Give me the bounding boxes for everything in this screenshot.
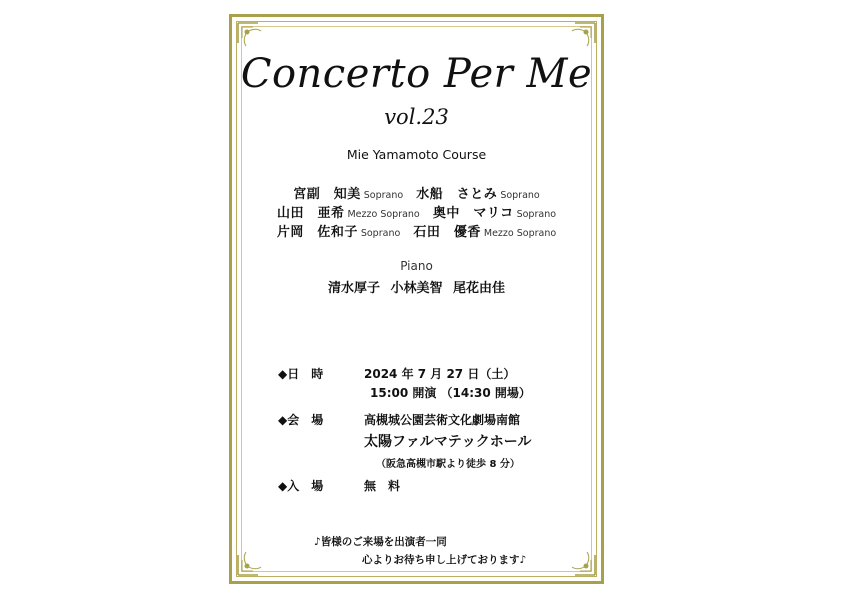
pianist-name: 尾花由佳 — [453, 281, 506, 296]
closing-message — [314, 533, 526, 569]
pianist-name: 小林美智 — [390, 281, 443, 296]
corner-ornament-icon — [567, 547, 597, 577]
singer-part: Soprano — [363, 190, 404, 201]
pianist-name: 清水厚子 — [327, 281, 380, 296]
event-time: 15:00 開演 （14:30 開場） — [370, 386, 531, 400]
concert-flyer — [229, 14, 604, 584]
singer-part: Mezzo Soprano — [347, 209, 420, 220]
singer-entry — [433, 202, 556, 224]
singer-list — [232, 183, 601, 240]
volume-number: vol.23 — [384, 105, 449, 129]
corner-ornament-icon — [236, 21, 266, 51]
singer-name: 奥中 マリコ — [432, 206, 514, 221]
course-name: Mie Yamamoto Course — [346, 147, 487, 162]
corner-ornament-icon — [236, 547, 266, 577]
singer-part: Mezzo Soprano — [483, 228, 557, 239]
venue-label: ◆会 場 — [278, 413, 324, 427]
pianist-list — [232, 277, 601, 296]
singer-row — [232, 221, 601, 240]
venue-hall: 太陽ファルマテックホール — [364, 434, 532, 450]
singer-part: Soprano — [360, 228, 401, 239]
closing-line: 心よりお待ち申し上げております♪ — [362, 554, 527, 566]
singer-name: 山田 亜希 — [276, 206, 345, 221]
singer-name: 水船 さとみ — [416, 187, 498, 202]
singer-part: Soprano — [516, 209, 557, 220]
singer-part: Soprano — [500, 190, 540, 201]
event-date: 2024 年 7 月 27 日（土） — [364, 367, 516, 381]
closing-line: ♪皆様のご来場を出演者一同 — [314, 536, 447, 548]
admission-label: ◆入 場 — [278, 479, 324, 493]
singer-row — [232, 183, 601, 202]
admission-fee: 無 料 — [364, 479, 401, 493]
concert-title: Concerto Per Me — [240, 51, 593, 97]
singer-entry — [277, 202, 420, 224]
singer-name: 片岡 佐和子 — [276, 225, 358, 240]
singer-name: 宮副 知美 — [293, 187, 361, 202]
venue-access: （阪急高槻市駅より徒歩 8 分） — [376, 459, 520, 470]
singer-entry — [413, 221, 556, 243]
singer-entry — [293, 183, 403, 205]
singer-entry — [416, 183, 539, 205]
corner-ornament-icon — [567, 21, 597, 51]
singer-entry — [277, 221, 400, 243]
venue-name: 高槻城公園芸術文化劇場南館 — [364, 413, 521, 427]
piano-label: Piano — [400, 259, 433, 273]
singer-name: 石田 優香 — [413, 225, 481, 240]
date-label: ◆日 時 — [278, 367, 324, 381]
singer-row — [232, 202, 601, 221]
